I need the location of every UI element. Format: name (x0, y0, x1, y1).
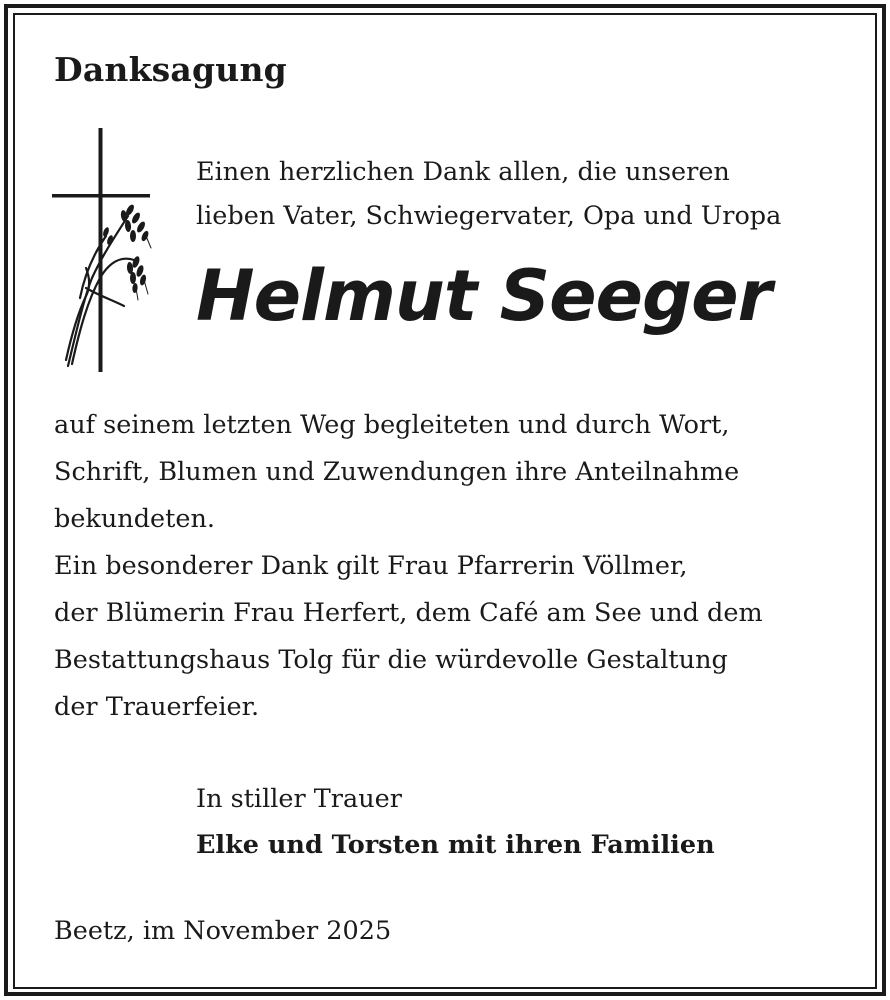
body-line: der Trauerfeier. (54, 692, 260, 722)
deceased-name: Helmut Seeger (196, 255, 772, 337)
intro-line: Einen herzlichen Dank allen, die unseren (196, 157, 730, 187)
body-line: der Blümerin Frau Herfert, dem Café am See und dem (54, 598, 763, 628)
notice-heading: Danksagung (54, 50, 287, 89)
body-line: Schrift, Blumen und Zuwendungen ihre Anteilnahme (54, 457, 740, 487)
intro-text (196, 150, 781, 238)
cross-with-wheat-icon (50, 128, 154, 374)
intro-line: lieben Vater, Schwiegervater, Opa und Uropa (196, 201, 782, 231)
mourning-phrase: In stiller Trauer (196, 784, 402, 814)
body-line: auf seinem letzten Weg begleiteten und durch Wort, (54, 410, 730, 440)
family-signature: Elke und Torsten mit ihren Familien (196, 830, 715, 860)
place-date: Beetz, im November 2025 (54, 916, 392, 946)
body-line: Ein besonderer Dank gilt Frau Pfarrerin Völlmer, (54, 551, 688, 581)
thanks-body (54, 402, 763, 731)
body-line: Bestattungshaus Tolg für die würdevolle Gestaltung (54, 645, 728, 675)
mourning-block (196, 776, 715, 868)
body-line: bekundeten. (54, 504, 215, 534)
